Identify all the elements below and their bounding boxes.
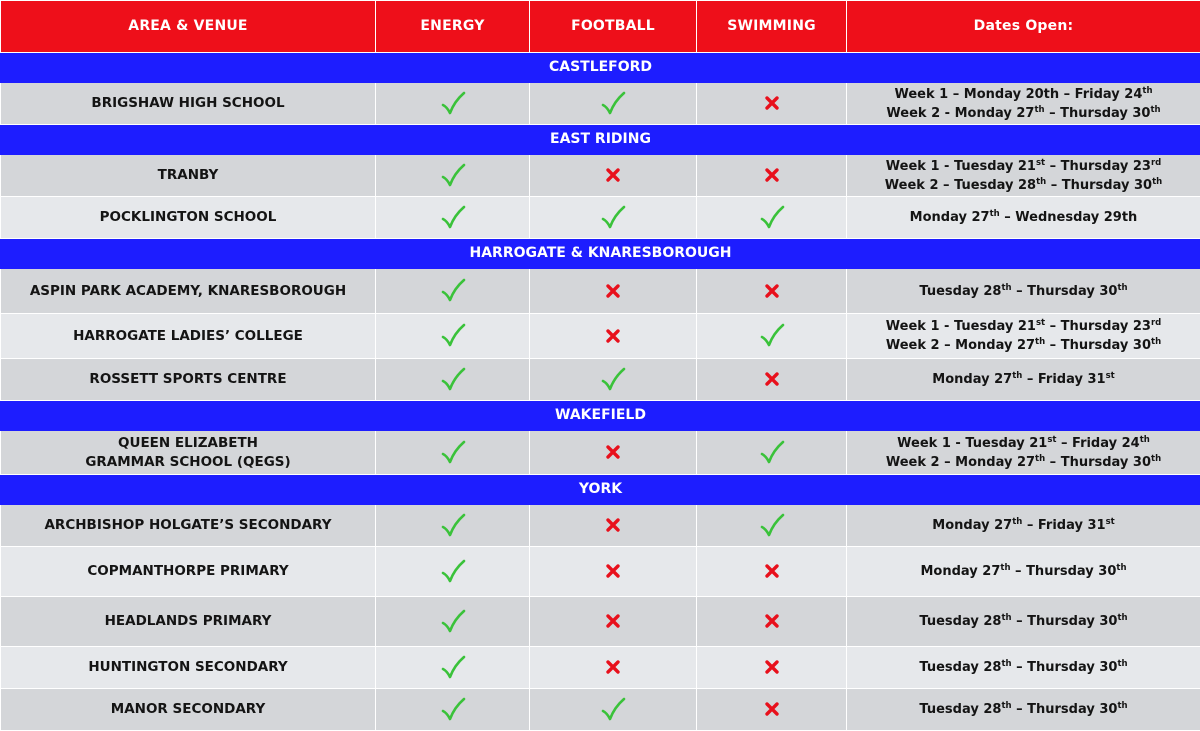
energy-cell xyxy=(376,197,530,239)
area-row-east-riding xyxy=(1,125,1200,155)
energy-cell xyxy=(376,83,530,125)
ordinal-suffix: th xyxy=(1035,337,1045,347)
dates-line xyxy=(847,612,1200,631)
cross-icon xyxy=(764,283,780,299)
dates-text: Tuesday 28 xyxy=(919,660,1001,675)
check-icon xyxy=(440,91,466,117)
ordinal-suffix: rd xyxy=(1151,158,1161,168)
area-row-york xyxy=(1,475,1200,505)
area-row-castleford xyxy=(1,53,1200,83)
dates-line xyxy=(847,317,1200,336)
dates-text: Week 2 – Tuesday 28 xyxy=(885,178,1036,193)
check-icon xyxy=(440,323,466,349)
check-icon xyxy=(440,367,466,393)
table-row xyxy=(1,314,1200,359)
dates-text: – Thursday 30 xyxy=(1046,178,1152,193)
ordinal-suffix: th xyxy=(1000,563,1010,573)
table-row xyxy=(1,269,1200,314)
table-row xyxy=(1,83,1200,125)
energy-cell xyxy=(376,547,530,597)
football-cell xyxy=(530,689,697,731)
dates-line xyxy=(847,176,1200,195)
table-header xyxy=(1,1,1200,53)
dates-cell xyxy=(847,647,1200,689)
swimming-cell xyxy=(697,155,847,197)
venue-name-line: HEADLANDS PRIMARY xyxy=(9,612,367,631)
ordinal-suffix: th xyxy=(1036,177,1046,187)
dates-text: – Thursday 30 xyxy=(1012,660,1118,675)
dates-text: Week 1 - Tuesday 21 xyxy=(886,319,1036,334)
table-row xyxy=(1,155,1200,197)
football-cell xyxy=(530,505,697,547)
area-row-harrogate-knaresborough xyxy=(1,239,1200,269)
ordinal-suffix: th xyxy=(1117,613,1127,623)
venue-name-line: COPMANTHORPE PRIMARY xyxy=(9,562,367,581)
ordinal-suffix: th xyxy=(1151,454,1161,464)
check-icon xyxy=(440,278,466,304)
cross-icon xyxy=(764,701,780,717)
venue-name-line: HUNTINGTON SECONDARY xyxy=(9,658,367,677)
dates-text: – Thursday 30 xyxy=(1012,614,1118,629)
header-row xyxy=(1,1,1200,53)
swimming-cell xyxy=(697,597,847,647)
dates-line xyxy=(847,370,1200,389)
check-icon xyxy=(440,440,466,466)
check-icon xyxy=(600,367,626,393)
energy-cell xyxy=(376,431,530,475)
venue-name-line: ROSSETT SPORTS CENTRE xyxy=(9,370,367,389)
dates-line xyxy=(847,85,1200,104)
swimming-cell xyxy=(697,547,847,597)
dates-text: – Thursday 30 xyxy=(1045,338,1151,353)
dates-line xyxy=(847,453,1200,472)
check-icon xyxy=(440,163,466,189)
check-icon xyxy=(440,655,466,681)
dates-text: – Thursday 30 xyxy=(1045,455,1151,470)
cross-icon xyxy=(605,659,621,675)
cross-icon xyxy=(605,167,621,183)
dates-text: Week 1 – Monday 20th – Friday 24 xyxy=(894,87,1142,102)
venue-name-line: ASPIN PARK ACADEMY, KNARESBOROUGH xyxy=(9,282,367,301)
table-row xyxy=(1,597,1200,647)
cross-icon xyxy=(764,659,780,675)
ordinal-suffix: th xyxy=(990,209,1000,219)
cross-icon xyxy=(605,328,621,344)
football-cell xyxy=(530,647,697,689)
dates-line xyxy=(847,336,1200,355)
cross-icon xyxy=(764,371,780,387)
venue-name xyxy=(1,155,376,197)
check-icon xyxy=(440,697,466,723)
check-icon xyxy=(440,609,466,635)
dates-text: Tuesday 28 xyxy=(919,284,1001,299)
swimming-cell xyxy=(697,647,847,689)
football-cell xyxy=(530,547,697,597)
check-icon xyxy=(759,440,785,466)
area-name: HARROGATE & KNARESBOROUGH xyxy=(1,239,1200,269)
venue-name-line: MANOR SECONDARY xyxy=(9,700,367,719)
dates-cell xyxy=(847,431,1200,475)
dates-text: – Thursday 30 xyxy=(1011,564,1117,579)
football-cell xyxy=(530,314,697,359)
venue-name-line: ARCHBISHOP HOLGATE’S SECONDARY xyxy=(9,516,367,535)
venue-name xyxy=(1,314,376,359)
dates-text: – Thursday 23 xyxy=(1045,159,1151,174)
ordinal-suffix: th xyxy=(1152,177,1162,187)
swimming-cell xyxy=(697,505,847,547)
energy-cell xyxy=(376,647,530,689)
ordinal-suffix: th xyxy=(1142,86,1152,96)
table-row xyxy=(1,431,1200,475)
dates-line xyxy=(847,562,1200,581)
dates-cell xyxy=(847,83,1200,125)
check-icon xyxy=(759,323,785,349)
check-icon xyxy=(759,205,785,231)
dates-text: – Friday 24 xyxy=(1056,436,1139,451)
swimming-cell xyxy=(697,689,847,731)
dates-line xyxy=(847,282,1200,301)
cross-icon xyxy=(605,563,621,579)
check-icon xyxy=(600,205,626,231)
header-area-venue: AREA & VENUE xyxy=(1,1,376,53)
energy-cell xyxy=(376,269,530,314)
dates-text: – Thursday 23 xyxy=(1045,319,1151,334)
dates-line xyxy=(847,434,1200,453)
swimming-cell xyxy=(697,83,847,125)
ordinal-suffix: th xyxy=(1001,283,1011,293)
header-football: FOOTBALL xyxy=(530,1,697,53)
energy-cell xyxy=(376,597,530,647)
area-name: WAKEFIELD xyxy=(1,401,1200,431)
dates-text: Week 2 - Monday 27 xyxy=(886,106,1034,121)
dates-line xyxy=(847,516,1200,535)
football-cell xyxy=(530,431,697,475)
venue-name-line: BRIGSHAW HIGH SCHOOL xyxy=(9,94,367,113)
football-cell xyxy=(530,155,697,197)
table-row xyxy=(1,647,1200,689)
dates-text: – Wednesday 29th xyxy=(1000,210,1138,225)
ordinal-suffix: st xyxy=(1036,318,1045,328)
ordinal-suffix: th xyxy=(1116,563,1126,573)
table-row xyxy=(1,547,1200,597)
energy-cell xyxy=(376,359,530,401)
ordinal-suffix: th xyxy=(1117,701,1127,711)
ordinal-suffix: th xyxy=(1034,105,1044,115)
swimming-cell xyxy=(697,197,847,239)
dates-text: Week 2 – Monday 27 xyxy=(886,338,1035,353)
dates-text: Week 1 - Tuesday 21 xyxy=(886,159,1036,174)
energy-cell xyxy=(376,689,530,731)
energy-cell xyxy=(376,314,530,359)
cross-icon xyxy=(764,167,780,183)
dates-text: – Thursday 30 xyxy=(1045,106,1151,121)
venue-name xyxy=(1,269,376,314)
venue-name xyxy=(1,505,376,547)
area-name: YORK xyxy=(1,475,1200,505)
dates-text: – Thursday 30 xyxy=(1012,702,1118,717)
ordinal-suffix: th xyxy=(1150,105,1160,115)
energy-cell xyxy=(376,155,530,197)
ordinal-suffix: th xyxy=(1001,659,1011,669)
football-cell xyxy=(530,83,697,125)
cross-icon xyxy=(764,95,780,111)
ordinal-suffix: st xyxy=(1036,158,1045,168)
venue-name xyxy=(1,197,376,239)
football-cell xyxy=(530,359,697,401)
dates-text: Monday 27 xyxy=(910,210,990,225)
ordinal-suffix: th xyxy=(1035,454,1045,464)
dates-line xyxy=(847,104,1200,123)
venue-name xyxy=(1,431,376,475)
ordinal-suffix: st xyxy=(1106,517,1115,527)
dates-text: Tuesday 28 xyxy=(919,702,1001,717)
ordinal-suffix: th xyxy=(1117,659,1127,669)
dates-cell xyxy=(847,547,1200,597)
venue-name-line: HARROGATE LADIES’ COLLEGE xyxy=(9,327,367,346)
dates-cell xyxy=(847,314,1200,359)
check-icon xyxy=(440,205,466,231)
check-icon xyxy=(600,91,626,117)
table-row xyxy=(1,505,1200,547)
table-row xyxy=(1,197,1200,239)
header-dates-open: Dates Open: xyxy=(847,1,1200,53)
dates-text: Tuesday 28 xyxy=(919,614,1001,629)
area-name: EAST RIDING xyxy=(1,125,1200,155)
dates-text: Week 2 – Monday 27 xyxy=(886,455,1035,470)
check-icon xyxy=(440,559,466,585)
table-row xyxy=(1,689,1200,731)
header-swimming: SWIMMING xyxy=(697,1,847,53)
dates-text: Monday 27 xyxy=(932,372,1012,387)
cross-icon xyxy=(605,283,621,299)
dates-text: – Friday 31 xyxy=(1022,372,1105,387)
swimming-cell xyxy=(697,269,847,314)
venue-name xyxy=(1,359,376,401)
ordinal-suffix: th xyxy=(1117,283,1127,293)
dates-cell xyxy=(847,505,1200,547)
ordinal-suffix: th xyxy=(1151,337,1161,347)
dates-text: – Friday 31 xyxy=(1022,518,1105,533)
swimming-cell xyxy=(697,431,847,475)
dates-text: – Thursday 30 xyxy=(1012,284,1118,299)
cross-icon xyxy=(605,444,621,460)
check-icon xyxy=(440,513,466,539)
ordinal-suffix: th xyxy=(1012,371,1022,381)
dates-text: Monday 27 xyxy=(932,518,1012,533)
dates-line xyxy=(847,208,1200,227)
cross-icon xyxy=(764,563,780,579)
ordinal-suffix: rd xyxy=(1151,318,1161,328)
cross-icon xyxy=(605,613,621,629)
venue-name xyxy=(1,83,376,125)
dates-cell xyxy=(847,597,1200,647)
venue-name-line: POCKLINGTON SCHOOL xyxy=(9,208,367,227)
check-icon xyxy=(600,697,626,723)
header-energy: ENERGY xyxy=(376,1,530,53)
dates-line xyxy=(847,658,1200,677)
dates-text: Week 1 - Tuesday 21 xyxy=(897,436,1047,451)
ordinal-suffix: th xyxy=(1012,517,1022,527)
football-cell xyxy=(530,597,697,647)
cross-icon xyxy=(764,613,780,629)
ordinal-suffix: th xyxy=(1140,435,1150,445)
dates-cell xyxy=(847,359,1200,401)
venue-name xyxy=(1,647,376,689)
dates-line xyxy=(847,157,1200,176)
dates-cell xyxy=(847,155,1200,197)
dates-line xyxy=(847,700,1200,719)
cross-icon xyxy=(605,517,621,533)
ordinal-suffix: st xyxy=(1106,371,1115,381)
dates-cell xyxy=(847,269,1200,314)
venue-name xyxy=(1,689,376,731)
football-cell xyxy=(530,269,697,314)
table-row xyxy=(1,359,1200,401)
energy-cell xyxy=(376,505,530,547)
check-icon xyxy=(759,513,785,539)
table-body xyxy=(1,53,1200,731)
swimming-cell xyxy=(697,314,847,359)
ordinal-suffix: th xyxy=(1001,701,1011,711)
venue-name xyxy=(1,547,376,597)
swimming-cell xyxy=(697,359,847,401)
dates-cell xyxy=(847,689,1200,731)
dates-cell xyxy=(847,197,1200,239)
area-row-wakefield xyxy=(1,401,1200,431)
ordinal-suffix: th xyxy=(1001,613,1011,623)
venue-name-line: QUEEN ELIZABETH xyxy=(9,434,367,453)
venue-name-line: GRAMMAR SCHOOL (QEGS) xyxy=(9,453,367,472)
venue-name-line: TRANBY xyxy=(9,166,367,185)
area-name: CASTLEFORD xyxy=(1,53,1200,83)
ordinal-suffix: st xyxy=(1047,435,1056,445)
venue-name xyxy=(1,597,376,647)
football-cell xyxy=(530,197,697,239)
dates-text: Monday 27 xyxy=(920,564,1000,579)
